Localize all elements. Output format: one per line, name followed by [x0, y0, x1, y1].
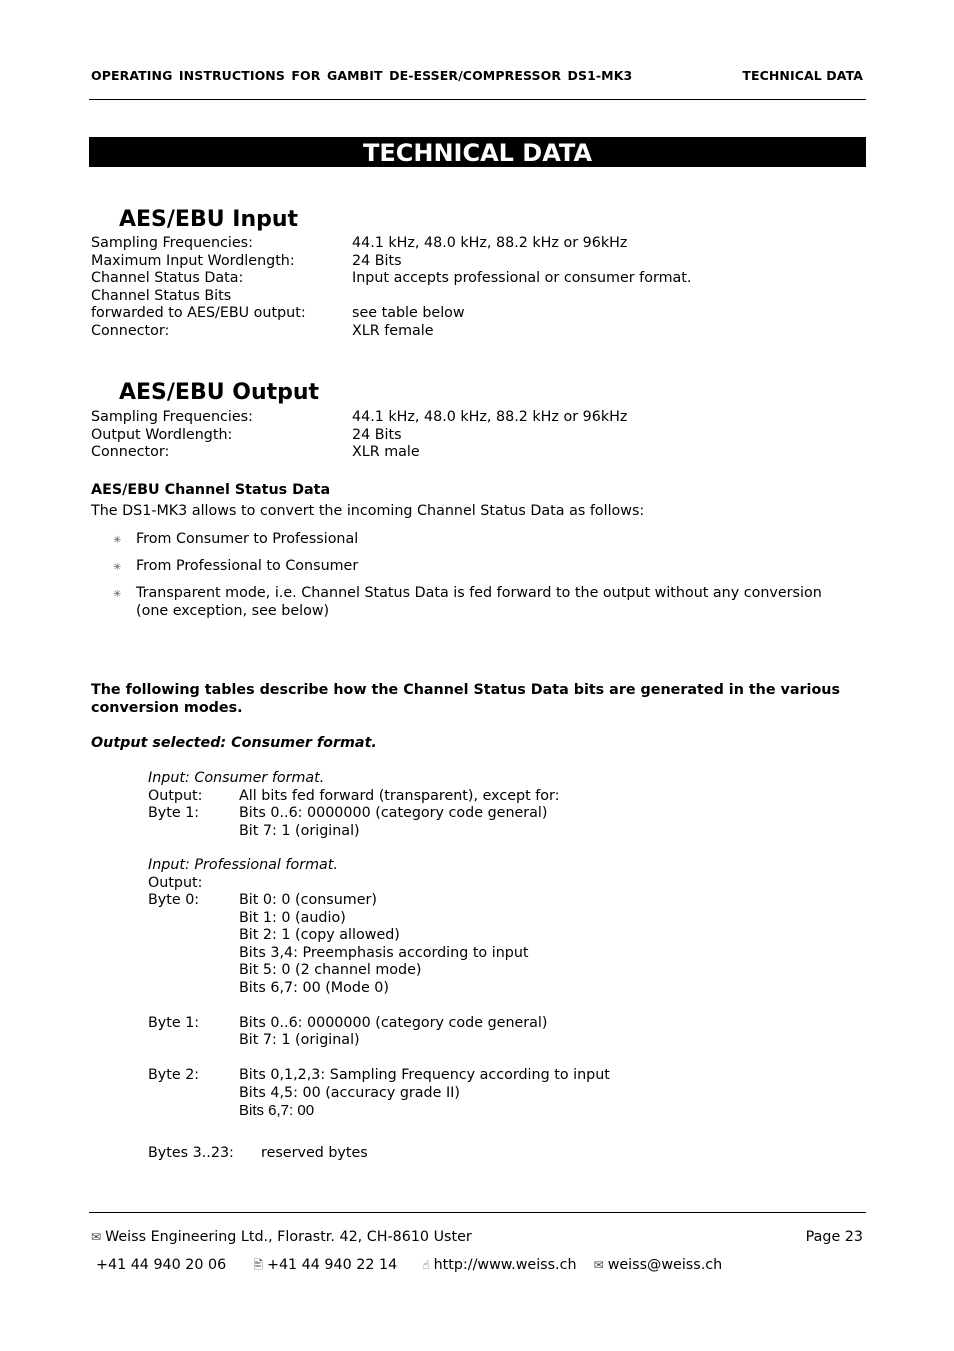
spec-label: Output Wordlength: [91, 426, 233, 443]
list-item [113, 557, 853, 575]
bit-description: Bit 7: 1 (original) [239, 1032, 360, 1048]
fax-icon: 🖹 [253, 1258, 263, 1272]
asterisk-bullet-icon: ✳ [113, 562, 122, 573]
bit-description: reserved bytes [261, 1145, 368, 1161]
table-row [148, 1102, 610, 1120]
table-row [148, 1032, 610, 1050]
footer-address [91, 1229, 472, 1245]
footer-contacts [96, 1256, 722, 1277]
spec-label: Connector: [91, 444, 170, 460]
bit-description: Bit 7: 1 (original) [239, 822, 360, 839]
bit-description: Bit 0: 0 (consumer) [239, 892, 377, 908]
spec-row [91, 270, 691, 288]
bit-description: Bit 1: 0 (audio) [239, 909, 346, 926]
list-item [113, 530, 853, 548]
spec-value: Input accepts professional or consumer format. [352, 270, 692, 286]
list-item-text: Transparent mode, i.e. Channel Status Data is fed forward to the output without any conversion (one exception, see below) [136, 585, 822, 619]
email-link[interactable]: weiss@weiss.ch [607, 1257, 723, 1273]
table-title: Input: Professional format. [148, 857, 338, 873]
page-number: Page 23 [805, 1229, 863, 1245]
list-item-text: From Professional to Consumer [136, 558, 359, 574]
spec-label: Channel Status Data: [91, 270, 244, 286]
byte-label: Byte 1: [148, 805, 200, 821]
spec-row [91, 253, 691, 271]
byte-label: Output: [148, 874, 203, 891]
phone-text: +41 44 940 20 06 [96, 1257, 227, 1273]
consumer-input-table [148, 770, 559, 840]
web-link[interactable]: http://www.weiss.ch [433, 1257, 577, 1273]
spec-row [91, 288, 691, 306]
output-selected-heading: Output selected: Consumer format. [91, 735, 377, 751]
byte-label: Byte 2: [148, 1067, 200, 1083]
running-header-title: OPERATING INSTRUCTIONS FOR GAMBIT DE-ESSER/COMPRESSOR DS1-MK3 [91, 68, 633, 83]
spec-value: 44.1 kHz, 48.0 kHz, 88.2 kHz or 96kHz [352, 235, 628, 251]
table-row [148, 927, 610, 945]
table-row [148, 805, 559, 823]
spec-value: see table below [352, 305, 465, 321]
csd-intro: The DS1-MK3 allows to convert the incoming Channel Status Data as follows: [91, 503, 645, 519]
spec-row [91, 409, 627, 427]
bit-description: Bits 0..6: 0000000 (category code general) [239, 1014, 548, 1031]
spec-value: 24 Bits [352, 252, 402, 269]
spec-value: 24 Bits [352, 426, 402, 443]
bit-description: Bits 0,1,2,3: Sampling Frequency according to input [239, 1067, 610, 1083]
spec-value: XLR female [352, 322, 434, 339]
table-row [148, 1085, 610, 1103]
spec-label: Maximum Input Wordlength: [91, 252, 295, 269]
byte-label: Byte 1: [148, 1014, 200, 1031]
byte-label [148, 980, 239, 998]
byte-label [148, 910, 239, 928]
table-row [148, 945, 610, 963]
bit-description: Bit 5: 0 (2 channel mode) [239, 962, 422, 978]
bit-description: All bits fed forward (transparent), except for: [239, 787, 560, 804]
tables-intro: The following tables describe how the Channel Status Data bits are generated in the various conversion modes. [91, 682, 840, 716]
footer-rule [89, 1212, 866, 1213]
aes-input-heading: AES/EBU Input [119, 207, 299, 232]
spec-label: Channel Status Bits [91, 287, 232, 304]
reserved-bytes-row [148, 1145, 368, 1163]
byte-label: Bytes 3..23: [148, 1145, 234, 1161]
byte-label: Output: [148, 787, 203, 804]
byte-label [148, 1102, 239, 1120]
spec-value: XLR male [352, 444, 420, 460]
bit-description: Bit 2: 1 (copy allowed) [239, 927, 400, 943]
bit-description: Bits 0..6: 0000000 (category code general) [239, 805, 548, 821]
bit-description: Bits 6,7: 00 (Mode 0) [239, 979, 389, 996]
table-row [148, 962, 610, 980]
byte-label [148, 945, 239, 963]
byte-label [148, 927, 239, 945]
byte-label [148, 1085, 239, 1103]
table-title: Input: Consumer format. [148, 770, 325, 786]
bit-description: Bits 3,4: Preemphasis according to input [239, 944, 529, 961]
byte-label: Byte 0: [148, 892, 200, 908]
asterisk-bullet-icon: ✳ [113, 589, 122, 600]
csd-heading: AES/EBU Channel Status Data [91, 482, 331, 498]
pointer-icon: ☝ [422, 1258, 430, 1272]
address-text: Weiss Engineering Ltd., Florastr. 42, CH-8610 Uster [105, 1229, 472, 1245]
table-row [148, 875, 610, 893]
bit-description: Bits 6,7: 00 [239, 1102, 315, 1119]
header-rule [89, 99, 866, 100]
byte-label [148, 1032, 239, 1050]
aes-output-specs [91, 409, 627, 462]
table-row [148, 1067, 610, 1085]
spec-label: Sampling Frequencies: [91, 409, 253, 425]
spec-row [91, 323, 691, 341]
professional-input-table [148, 857, 610, 1120]
table-row [148, 910, 610, 928]
spec-row [91, 305, 691, 323]
email-icon: ✉ [593, 1258, 604, 1272]
spec-label: forwarded to AES/EBU output: [91, 305, 306, 321]
table-row [148, 823, 559, 841]
spec-value: 44.1 kHz, 48.0 kHz, 88.2 kHz or 96kHz [352, 409, 628, 425]
aes-input-specs [91, 235, 691, 340]
list-item [113, 584, 853, 620]
bit-description: Bits 4,5: 00 (accuracy grade II) [239, 1084, 460, 1101]
table-row [148, 1145, 368, 1163]
byte-label [148, 823, 239, 841]
list-item-text: From Consumer to Professional [136, 531, 359, 547]
fax-text: +41 44 940 22 14 [266, 1257, 398, 1273]
table-row [148, 980, 610, 998]
table-row [148, 892, 610, 910]
spec-label: Connector: [91, 322, 170, 339]
letter-icon: ✉ [91, 1230, 102, 1244]
spec-label: Sampling Frequencies: [91, 235, 253, 251]
spec-row [91, 427, 627, 445]
spec-row [91, 235, 691, 253]
section-banner: TECHNICAL DATA [89, 137, 866, 167]
byte-label [148, 962, 239, 980]
asterisk-bullet-icon: ✳ [113, 535, 122, 546]
table-row [148, 1015, 610, 1033]
table-row [148, 788, 559, 806]
aes-output-heading: AES/EBU Output [119, 380, 320, 405]
spec-row [91, 444, 627, 462]
running-header-section: TECHNICAL DATA [742, 68, 863, 83]
